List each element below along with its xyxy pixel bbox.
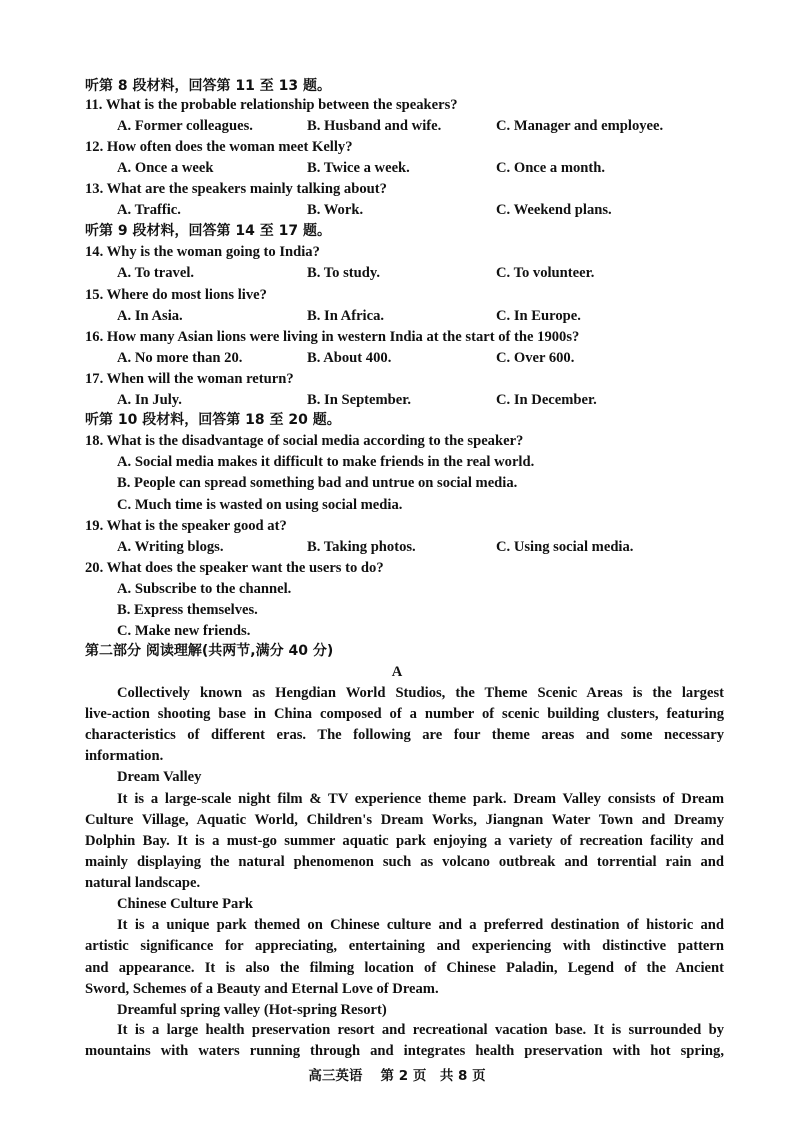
area-line: mountains with waters running through and integrates health preservation with hot spring, bbox=[85, 1043, 724, 1059]
intro-line: characteristics of different eras. The following are four theme areas and some necessary bbox=[85, 727, 724, 743]
q14-option-c: C. To volunteer. bbox=[496, 265, 595, 281]
area-title-chinese-culture-park: Chinese Culture Park bbox=[117, 896, 253, 912]
q20-option-a: A. Subscribe to the channel. bbox=[117, 581, 292, 597]
reading-part-header: 第二部分 阅读理解(共两节,满分 40 分) bbox=[85, 643, 334, 659]
q14-option-b: B. To study. bbox=[307, 265, 381, 281]
q17-option-c: C. In December. bbox=[496, 392, 597, 408]
q13-option-b: B. Work. bbox=[307, 202, 364, 218]
q13-option-c: C. Weekend plans. bbox=[496, 202, 612, 218]
area-line: Dolphin Bay. It is a must-go summer aquatic park enjoying a variety of recreation facility and bbox=[85, 833, 724, 849]
area-title-dream-valley: Dream Valley bbox=[117, 769, 202, 785]
intro-line: information. bbox=[85, 748, 164, 764]
section10-header: 听第 10 段材料，回答第 18 至 20 题。 bbox=[85, 412, 341, 428]
q12-option-c: C. Once a month. bbox=[496, 160, 606, 176]
intro-line: Collectively known as Hengdian World Studios, the Theme Scenic Areas is the largest bbox=[117, 685, 724, 701]
q12-option-a: A. Once a week bbox=[117, 160, 214, 176]
q18-option-c: C. Much time is wasted on using social media. bbox=[117, 497, 403, 513]
question-16: 16. How many Asian lions were living in western India at the start of the 1900s? bbox=[85, 329, 580, 345]
area-line: Culture Village, Aquatic World, Children's Dream Works, Jiangnan Water Town and Dreamy bbox=[85, 812, 724, 828]
area-line: Sword, Schemes of a Beauty and Eternal Love of Dream. bbox=[85, 981, 439, 997]
q11-option-a: A. Former colleagues. bbox=[117, 118, 253, 134]
question-20: 20. What does the speaker want the users to do? bbox=[85, 560, 384, 576]
q19-option-b: B. Taking photos. bbox=[307, 539, 416, 555]
q16-option-b: B. About 400. bbox=[307, 350, 392, 366]
area-line: It is a large health preservation resort and recreational vacation base. It is surrounded by bbox=[117, 1022, 724, 1038]
question-11: 11. What is the probable relationship between the speakers? bbox=[85, 97, 458, 113]
q13-option-a: A. Traffic. bbox=[117, 202, 181, 218]
section8-header: 听第 8 段材料，回答第 11 至 13 题。 bbox=[85, 78, 331, 94]
question-19: 19. What is the speaker good at? bbox=[85, 518, 287, 534]
q12-option-b: B. Twice a week. bbox=[307, 160, 410, 176]
q11-option-c: C. Manager and employee. bbox=[496, 118, 664, 134]
q20-option-c: C. Make new friends. bbox=[117, 623, 251, 639]
q16-option-c: C. Over 600. bbox=[496, 350, 575, 366]
q18-option-a: A. Social media makes it difficult to make friends in the real world. bbox=[117, 454, 535, 470]
area-line: artistic significance for appreciating, entertaining and experiencing with distinctive pattern bbox=[85, 938, 724, 954]
q16-option-a: A. No more than 20. bbox=[117, 350, 243, 366]
q14-option-a: A. To travel. bbox=[117, 265, 195, 281]
section9-header: 听第 9 段材料，回答第 14 至 17 题。 bbox=[85, 223, 331, 239]
question-17: 17. When will the woman return? bbox=[85, 371, 294, 387]
q15-option-a: A. In Asia. bbox=[117, 308, 183, 324]
area-line: mainly displaying the natural phenomenon such as volcano outbreak and torrential rain and bbox=[85, 854, 724, 870]
q18-option-b: B. People can spread something bad and untrue on social media. bbox=[117, 475, 518, 491]
area-line: and appearance. It is also the filming location of Chinese Paladin, Legend of the Ancient bbox=[85, 960, 724, 976]
area-line: natural landscape. bbox=[85, 875, 201, 891]
q19-option-c: C. Using social media. bbox=[496, 539, 634, 555]
q11-option-b: B. Husband and wife. bbox=[307, 118, 442, 134]
question-18: 18. What is the disadvantage of social media according to the speaker? bbox=[85, 433, 524, 449]
area-line: It is a large-scale night film & TV experience theme park. Dream Valley consists of Dream bbox=[117, 791, 724, 807]
area-title-dreamful-spring-valley: Dreamful spring valley (Hot-spring Resort) bbox=[117, 1002, 387, 1018]
q17-option-a: A. In July. bbox=[117, 392, 182, 408]
q15-option-b: B. In Africa. bbox=[307, 308, 385, 324]
page-footer: 高三英语 第 2 页 共 8 页 bbox=[308, 1068, 486, 1084]
q20-option-b: B. Express themselves. bbox=[117, 602, 258, 618]
area-line: It is a unique park themed on Chinese culture and a preferred destination of historic and bbox=[117, 917, 724, 933]
passage-label: A bbox=[391, 664, 403, 680]
question-13: 13. What are the speakers mainly talking about? bbox=[85, 181, 387, 197]
q17-option-b: B. In September. bbox=[307, 392, 412, 408]
q15-option-c: C. In Europe. bbox=[496, 308, 581, 324]
question-12: 12. How often does the woman meet Kelly? bbox=[85, 139, 353, 155]
question-15: 15. Where do most lions live? bbox=[85, 287, 267, 303]
q19-option-a: A. Writing blogs. bbox=[117, 539, 224, 555]
intro-line: live-action shooting base in China composed of a number of scenic building clusters, featuring bbox=[85, 706, 724, 722]
question-14: 14. Why is the woman going to India? bbox=[85, 244, 320, 260]
